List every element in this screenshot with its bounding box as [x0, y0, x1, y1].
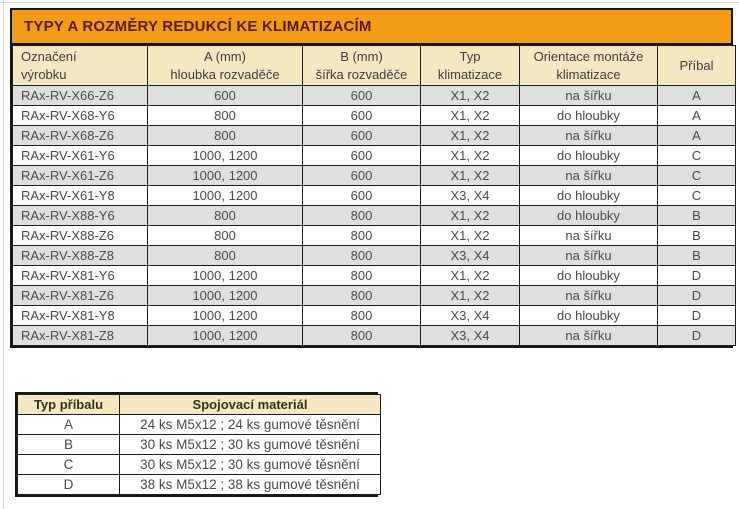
table-row: RAx-RV-X88-Z8 800 800 X3, X4 na šířku B — [13, 246, 736, 266]
cell-product: RAx-RV-X61-Z6 — [13, 166, 148, 186]
table-row: RAx-RV-X68-Y6 800 600 X1, X2 do hloubky A — [13, 106, 736, 126]
table-row: RAx-RV-X81-Y8 1000, 1200 800 X3, X4 do hloubky D — [13, 306, 736, 326]
table-title: TYPY A ROZMĚRY REDUKCÍ KE KLIMATIZACÍM — [12, 10, 731, 45]
cell-product: RAx-RV-X88-Y6 — [13, 206, 148, 226]
cell-product: RAx-RV-X81-Z8 — [13, 326, 148, 346]
frame-edge-top — [0, 2, 739, 3]
main-table — [12, 45, 736, 346]
col-header-depth: A (mm) hloubka rozvaděče — [148, 46, 303, 86]
cell-product: RAx-RV-X81-Y6 — [13, 266, 148, 286]
cell-product: RAx-RV-X68-Z6 — [13, 126, 148, 146]
frame-edge-left — [3, 0, 4, 509]
table-row: RAx-RV-X88-Y6 800 800 X1, X2 do hloubky B — [13, 206, 736, 226]
cell-product: RAx-RV-X88-Z8 — [13, 246, 148, 266]
table-row: RAx-RV-X66-Z6 600 600 X1, X2 na šířku A — [13, 86, 736, 106]
table-row: C 30 ks M5x12 ; 30 ks gumové těsnění — [18, 455, 381, 475]
table-row: D 38 ks M5x12 ; 38 ks gumové těsnění — [18, 475, 381, 495]
table-row: RAx-RV-X81-Y6 1000, 1200 800 X1, X2 do hloubky D — [13, 266, 736, 286]
cell-product: RAx-RV-X61-Y8 — [13, 186, 148, 206]
col-header-product: Označení výrobku — [13, 46, 148, 86]
header-row — [18, 395, 381, 415]
cell-product: RAx-RV-X61-Y6 — [13, 146, 148, 166]
col-header-package-type: Typ příbalu — [18, 395, 120, 415]
col-header-orientation: Orientace montáže klimatizace — [520, 46, 658, 86]
header-row — [13, 46, 736, 86]
accessory-package-table-section — [15, 392, 378, 497]
table-row: RAx-RV-X68-Z6 800 600 X1, X2 na šířku A — [13, 126, 736, 146]
reduction-types-table-section — [10, 8, 733, 348]
cell-product: RAx-RV-X88-Z6 — [13, 226, 148, 246]
accessory-table — [17, 394, 381, 495]
col-header-ac-type: Typ klimatizace — [421, 46, 520, 86]
table-row: RAx-RV-X88-Z6 800 800 X1, X2 na šířku B — [13, 226, 736, 246]
table-row: RAx-RV-X81-Z6 1000, 1200 800 X1, X2 na šířku D — [13, 286, 736, 306]
col-header-fasteners: Spojovací materiál — [120, 395, 381, 415]
table-row: RAx-RV-X61-Y8 1000, 1200 600 X3, X4 do hloubky C — [13, 186, 736, 206]
col-header-width: B (mm) šířka rozvaděče — [303, 46, 421, 86]
cell-product: RAx-RV-X66-Z6 — [13, 86, 148, 106]
table-row: RAx-RV-X61-Y6 1000, 1200 600 X1, X2 do hloubky C — [13, 146, 736, 166]
table-row: A 24 ks M5x12 ; 24 ks gumové těsnění — [18, 415, 381, 435]
col-header-package: Příbal — [658, 46, 736, 86]
table-row: RAx-RV-X81-Z8 1000, 1200 800 X3, X4 na šířku D — [13, 326, 736, 346]
cell-product: RAx-RV-X81-Y8 — [13, 306, 148, 326]
cell-product: RAx-RV-X81-Z6 — [13, 286, 148, 306]
table-row: RAx-RV-X61-Z6 1000, 1200 600 X1, X2 na šířku C — [13, 166, 736, 186]
table-row: B 30 ks M5x12 ; 30 ks gumové těsnění — [18, 435, 381, 455]
cell-product: RAx-RV-X68-Y6 — [13, 106, 148, 126]
